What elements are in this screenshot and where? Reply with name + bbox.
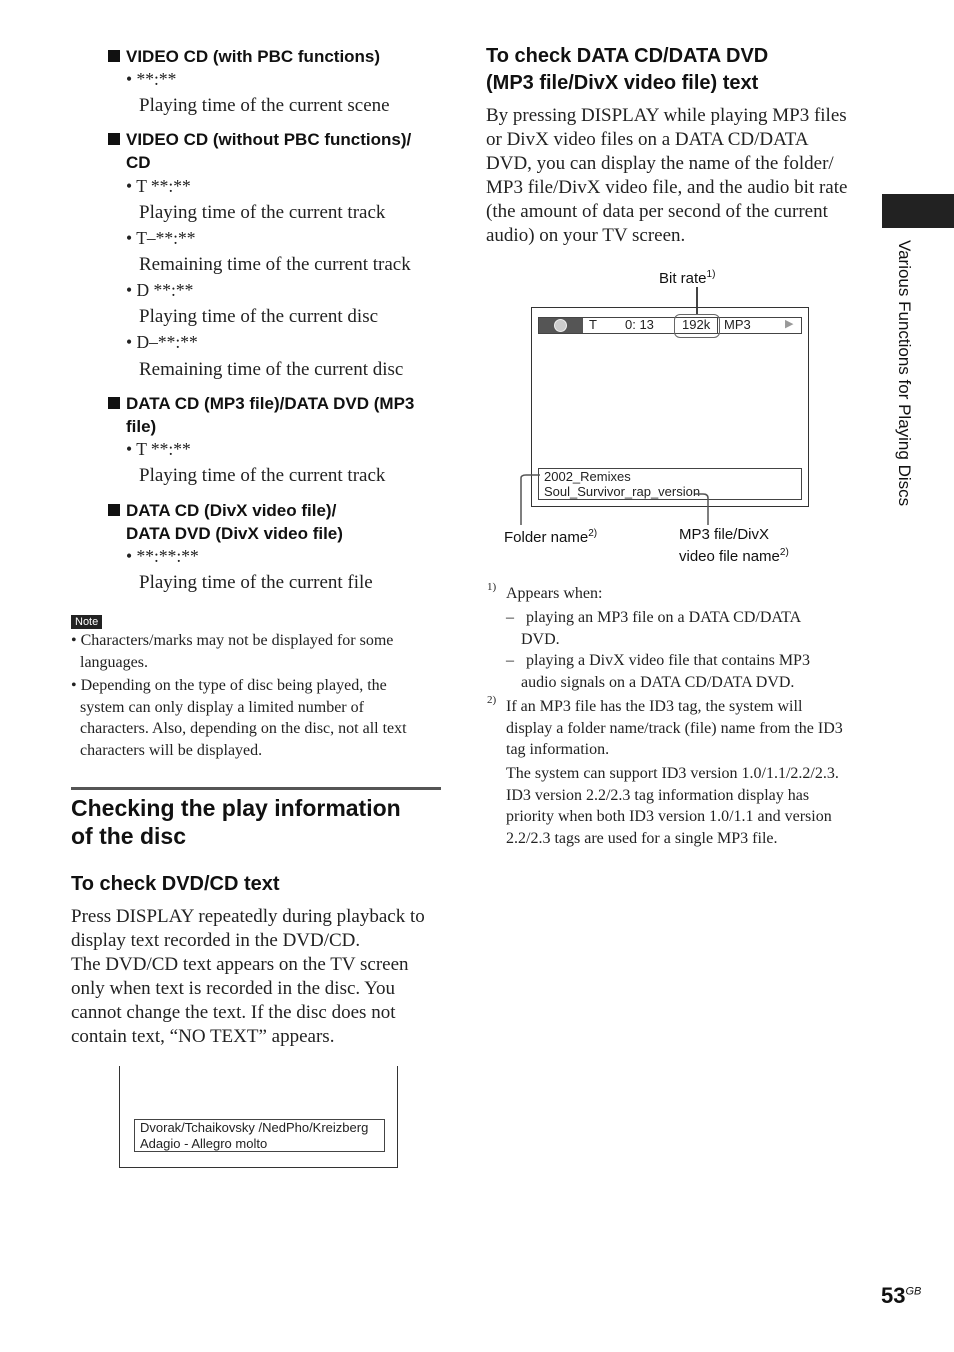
section-rule: [71, 787, 441, 790]
footnote-1-item: – playing a DivX video file that contains MP3 audio signals on a DATA CD/DATA DVD.: [506, 652, 810, 691]
heading-data-divx-cont: DATA DVD (DivX video file): [126, 524, 343, 543]
play-icon: ▶: [785, 318, 794, 330]
bit-rate-value: 192k: [682, 317, 711, 332]
bullet-desc: Playing time of the current scene: [139, 95, 390, 116]
square-bullet-icon: [108, 504, 120, 516]
footnote-mark: 1): [487, 581, 497, 593]
heading-vcd-nopbc-cont: CD: [126, 153, 151, 172]
format-value: MP3: [724, 317, 751, 332]
heading-vcd-pbc: VIDEO CD (with PBC functions): [108, 45, 380, 68]
heading-data-mp3-cont: file): [126, 417, 157, 436]
side-tab-marker: [882, 194, 954, 228]
folder-name-value: 2002_Remixes: [544, 469, 631, 484]
note-badge: Note: [71, 612, 102, 630]
note-text-2: • Depending on the type of disc being played, the system can only display a limited number of characters. Also, depending on the disc, not all text characters will be displayed.: [71, 677, 407, 759]
footnote-1-item: – playing an MP3 file on a DATA CD/DATA DVD.: [506, 609, 802, 648]
heading-dvd-text: To check DVD/CD text: [71, 873, 280, 895]
note-text-1: • Characters/marks may not be displayed for some languages.: [71, 632, 394, 671]
footnote-mark: 2): [487, 694, 497, 706]
bit-rate-label: Bit rate$^{1)}$: [659, 269, 716, 287]
bullet-desc: Remaining time of the current track: [139, 254, 411, 275]
heading-data-mp3: DATA CD (MP3 file)/DATA DVD (MP3: [108, 392, 414, 415]
status-bar: [538, 317, 802, 334]
square-bullet-icon: [108, 50, 120, 62]
page-number: $53^{GB}$: [881, 1283, 922, 1308]
side-tab: [892, 240, 916, 600]
bullet-desc: Playing time of the current disc: [139, 306, 379, 327]
text-display-box: Dvorak/Tchaikovsky /NedPho/Kreizberg Adagio - Allegro molto: [134, 1119, 385, 1152]
folder-name-label: Folder name$^{2)}$: [504, 528, 598, 546]
leader-lines: [500, 470, 730, 530]
footnote-2: If an MP3 file has the ID3 tag, the system will display a folder name/track (file) name from the ID3 tag information.: [506, 698, 843, 758]
bullet-desc: Remaining time of the current disc: [139, 359, 404, 380]
bullet-code: • T–**:**: [126, 228, 196, 248]
data-text-body: By pressing DISPLAY while playing MP3 files or DivX video files on a DATA CD/DATA DVD, you can display the name of the folder/ MP3 file/DivX video file, and the audio bit rate (the amount of data per second of the current audio) on your TV screen.: [486, 105, 848, 246]
tv-screen-illustration: [119, 1066, 398, 1168]
bullet-code: • T **:**: [126, 176, 191, 196]
section-title: Checking the play information of the disc: [71, 795, 401, 849]
file-name-value: Soul_Survivor_rap_version: [544, 484, 701, 499]
square-bullet-icon: [108, 397, 120, 409]
file-name-label: MP3 file/DivX video file name$^{2)}$: [679, 526, 789, 565]
footnote-1: Appears when:: [506, 585, 603, 602]
square-bullet-icon: [108, 133, 120, 145]
bullet-desc: Playing time of the current track: [139, 465, 386, 486]
heading-data-text: To check DATA CD/DATA DVD (MP3 file/DivX video file) text: [486, 45, 769, 94]
track-indicator: T: [589, 317, 597, 332]
heading-vcd-nopbc: VIDEO CD (without PBC functions)/: [108, 128, 411, 151]
elapsed-time: 0: 13: [625, 317, 654, 332]
dvd-text-body: Press DISPLAY repeatedly during playback to display text recorded in the DVD/CD. The DVD/CD text appears on the TV screen only when text is recorded in the disc. You cannot change the text. If the disc does not contain text, “NO TEXT” appears.: [71, 906, 425, 1047]
disc-icon: [539, 318, 583, 333]
bullet-desc: Playing time of the current file: [139, 572, 373, 593]
side-tab-label: Various Functions for Playing Discs: [895, 240, 914, 507]
bullet-code: • D **:**: [126, 280, 194, 300]
footnote-2-para: The system can support ID3 version 1.0/1.1/2.2/2.3. ID3 version 2.2/2.3 tag information display has priority when both ID3 version 1.0/1.1 and version 2.2/2.3 tags are used for a single MP3 file.: [506, 765, 839, 847]
heading-data-divx: DATA CD (DivX video file)/: [108, 499, 336, 522]
bullet-code: • **:**: [126, 69, 177, 89]
bullet-code: • D–**:**: [126, 332, 198, 352]
bullet-code: • T **:**: [126, 439, 191, 459]
bullet-code: • **:**:**: [126, 546, 199, 566]
bullet-desc: Playing time of the current track: [139, 202, 386, 223]
